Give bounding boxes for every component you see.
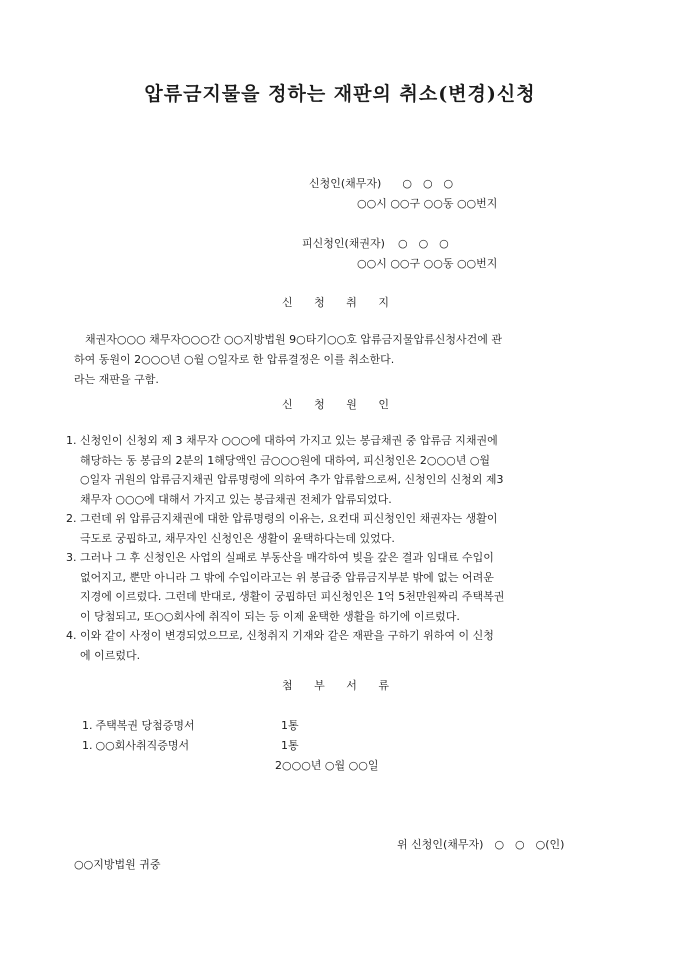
cause-item-line: 채무자 ○○○에 대해서 가지고 있는 봉급채권 전체가 압류되었다. bbox=[80, 492, 392, 506]
cause-item-line: 그런데 위 압류금지채권에 대한 압류명령의 이유는, 요컨대 피신청인인 채권자는 생활이 bbox=[80, 512, 498, 525]
attachment-name: ○○회사취직증명서 bbox=[95, 739, 190, 752]
cause-item-number: 3. bbox=[66, 551, 77, 564]
cause-heading: 신 청 원 인 bbox=[282, 398, 398, 411]
cause-item-number: 4. bbox=[66, 629, 77, 642]
respondent-line bbox=[302, 235, 449, 251]
respondent-address: ○○시 ○○구 ○○동 ○○번지 bbox=[357, 257, 498, 270]
applicant-address: ○○시 ○○구 ○○동 ○○번지 bbox=[357, 197, 498, 210]
attachment-count: 1통 bbox=[281, 719, 299, 732]
cause-item bbox=[66, 626, 626, 665]
signature-line: 위 신청인(채무자) ○ ○ ○(인) bbox=[397, 838, 565, 851]
cause-item-line: 해당하는 동 봉급의 2분의 1해당액인 금○○○원에 대하여, 피신청인은 2○○○년 ○월 bbox=[80, 453, 491, 467]
purpose-line: 채권자○○○ 채무자○○○간 ○○지방법원 9○타기○○호 압류금지물압류신청사건에 관 bbox=[85, 333, 502, 346]
cause-list bbox=[66, 431, 626, 665]
cause-item bbox=[66, 509, 626, 548]
cause-item-line: 지경에 이르렀다. 그런데 반대로, 생활이 궁핍하던 피신청인은 1억 5천만원짜리 주택복권 bbox=[80, 590, 505, 603]
attachment-number: 1. bbox=[82, 739, 93, 752]
respondent-label: 피신청인(채권자) bbox=[302, 237, 385, 250]
applicant-line bbox=[309, 175, 453, 191]
cause-item-number: 2. bbox=[66, 512, 77, 525]
purpose-body bbox=[74, 330, 614, 390]
applicant-name: ○ ○ ○ bbox=[402, 177, 454, 190]
attachments-heading: 첨 부 서 류 bbox=[282, 679, 398, 692]
attachment-name: 주택복권 당첨증명서 bbox=[95, 719, 195, 732]
cause-item-line: 극도로 궁핍하고, 채무자인 신청인은 생활이 윤택하다는데 있었다. bbox=[80, 531, 395, 545]
cause-item bbox=[66, 548, 626, 626]
respondent-name: ○ ○ ○ bbox=[397, 237, 449, 250]
purpose-heading: 신 청 취 지 bbox=[282, 296, 398, 309]
attachment-item bbox=[82, 717, 299, 733]
cause-item-number: 1. bbox=[66, 434, 77, 447]
cause-item bbox=[66, 431, 626, 509]
filing-date: 2○○○년 ○월 ○○일 bbox=[275, 759, 379, 772]
court-addressee: ○○지방법원 귀중 bbox=[74, 858, 161, 871]
cause-item-line: 이와 같이 사정이 변경되었으므로, 신청취지 기재와 같은 재판을 구하기 위하여 이 신청 bbox=[80, 629, 494, 642]
cause-item-line: 없어지고, 뿐만 아니라 그 밖에 수입이라고는 위 봉급중 압류금지부분 밖에 없는 어려운 bbox=[80, 570, 494, 584]
attachment-item bbox=[82, 737, 299, 753]
purpose-line: 하여 동원이 2○○○년 ○월 ○일자로 한 압류결정은 이를 취소한다. bbox=[74, 353, 395, 366]
cause-item-line: 에 이르렀다. bbox=[80, 648, 141, 662]
attachment-count: 1통 bbox=[281, 739, 299, 752]
cause-item-line: 이 당첨되고, 또○○회사에 취직이 되는 등 이제 윤택한 생활을 하기에 이르렀다. bbox=[80, 609, 460, 623]
document-title: 압류금지물을 정하는 재판의 취소(변경)신청 bbox=[144, 83, 536, 105]
applicant-label: 신청인(채무자) bbox=[309, 177, 382, 190]
cause-item-line: ○일자 귀원의 압류금지채권 압류명령에 의하여 추가 압류함으로써, 신청인의 신청외 제3 bbox=[80, 473, 504, 486]
cause-item-line: 신청인이 신청외 제 3 채무자 ○○○에 대하여 가지고 있는 봉급채권 중 압류금 지채권에 bbox=[80, 434, 498, 447]
cause-item-line: 그러나 그 후 신청인은 사업의 실패로 부동산을 매각하여 빚을 갚은 결과 임대료 수입이 bbox=[80, 551, 494, 564]
attachment-number: 1. bbox=[82, 719, 93, 732]
purpose-line: 라는 재판을 구함. bbox=[74, 373, 159, 386]
